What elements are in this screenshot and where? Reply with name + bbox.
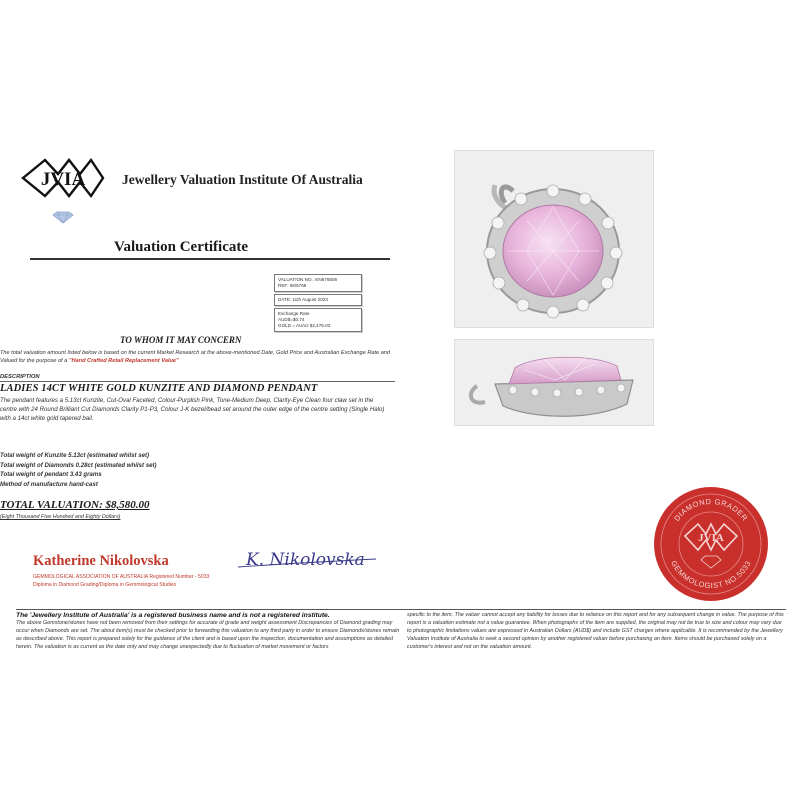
item-description: The pendant features a 5.13ct Kunzite, Cut-Oval Faceted, Colour-Purplish Pink, Tone-Medium Deep, Clarity-Eye Clean four claw set in the centre with 24 Round Brilliant Cut Diamonds Clarity P1-P3, Colour J-K bezel/bead set around the outer edge of the centre setting (Single Halo) with a 14ct white gold tapered bail. <box>0 397 385 422</box>
title-divider <box>30 258 390 260</box>
total-valuation: TOTAL VALUATION: $8,580.00 <box>0 499 150 511</box>
signature <box>236 537 386 581</box>
description-label: DESCRIPTION <box>0 374 40 380</box>
pendant-photo-side <box>454 339 654 426</box>
aud-rate: AUD$=$0.74 <box>278 317 305 322</box>
certificate-title: Valuation Certificate <box>114 239 249 255</box>
salutation: TO WHOM IT MAY CONCERN <box>120 335 242 345</box>
seal-top-text: DIAMOND GRADER <box>672 496 750 523</box>
weight-line: Method of manufacture hand-cast <box>0 480 98 488</box>
item-title: LADIES 14CT WHITE GOLD KUNZITE AND DIAMOND PENDANT <box>0 383 318 394</box>
valuation-ref-box <box>274 274 362 292</box>
logo-text: JVIA <box>40 169 86 190</box>
gemmologist-seal <box>651 484 771 604</box>
ref-number: REF: 06/5768 <box>278 283 307 288</box>
pendant-photo-front <box>454 150 654 328</box>
weight-line: Total weight of pendant 3.43 grams <box>0 471 102 479</box>
weight-line: Total weight of Diamonds 0.28ct (estimated whilst set) <box>0 461 157 469</box>
jvia-logo <box>20 148 106 228</box>
footer-disclaimer-right: specific to the item. The valuer cannot accept any liability for losses due to reliance on this report and for any subsequent change in value. The purpose of this report is a valuation estimate not a value guarantee. When photographs of the item are supplied, the original may not be true to size and colour may vary due to photographic limitations values are expressed in Australian Dollars (AUD$) and include GST charges where applicable. It is recommended by the Jewellery Valuation Institute of Australia to seek a second opinion by another registered valuer before purchasing an item. Items should be purchased solely on a customer's interest and not on the valuation amount. <box>407 612 784 650</box>
intro-paragraph <box>0 350 395 366</box>
weight-line: Total weight of Kunzite 5.13ct (estimated whilst set) <box>0 452 150 459</box>
footer-disclaimer-left <box>16 612 401 652</box>
valuer-registration: GEMMOLOGICAL ASSOCIATION OF AUSTRALIA Registered Number - 5033 <box>33 574 210 580</box>
valuer-diplomas: Diploma in Diamond Grading/Diploma in Gemmological Studies <box>33 582 177 588</box>
organization-name: Jewellery Valuation Institute Of Australia <box>122 172 363 187</box>
description-divider <box>0 381 395 382</box>
valuation-number: VALUATION NO. :KN576806 <box>278 277 338 282</box>
seal-center-text: JVIA <box>698 532 724 544</box>
signature-text: K. Nikolovska <box>246 550 365 570</box>
valuation-date: DATE: 11th August 2023 <box>278 297 328 302</box>
gold-rate: GOLD = AU/oz $2,476.03 <box>278 323 331 328</box>
footer-left-text: The above Gemstone/stones have not been removed from their settings for accurate of grade and weight assessment Discrepancies of Diamond grading may occur when Diamonds are set. The about item(s) must be checked prior to forwarding this valuation to any third party in order to ensure Diamonds/stones remain as described above. This report is prepared solely for the guidance of the client and is based upon the inspection, documentation and assumptions as detailed herein. The valuation is as current as the date only and may change unexpectedly due to fluctuation of market movement or factors <box>16 619 400 650</box>
exchange-rate-label: Exchange Rate <box>278 311 310 316</box>
footer-lead: The 'Jewellery Institute of Australia' is a registered business name and is not a registered institute. <box>16 612 330 619</box>
valuer-name: Katherine Nikolovska <box>33 553 169 569</box>
exchange-rate-box <box>274 308 362 332</box>
seal-bottom-text: GEMMOLOGIST NO.5033 <box>669 559 753 591</box>
date-box <box>274 294 362 306</box>
footer-divider <box>16 609 786 610</box>
weights-list <box>0 451 157 489</box>
intro-text: The total valuation amount listed below is based on the current Market Research at the above-mentioned Date, Gold Price and Australian Exchange Rate and Valued for the purpose of a <box>0 350 391 364</box>
total-valuation-words: (Eight Thousand Five Hundred and Eighty Dollars) <box>0 514 121 520</box>
intro-highlight: "Hand Crafted Retail Replacement Value" <box>68 357 179 364</box>
